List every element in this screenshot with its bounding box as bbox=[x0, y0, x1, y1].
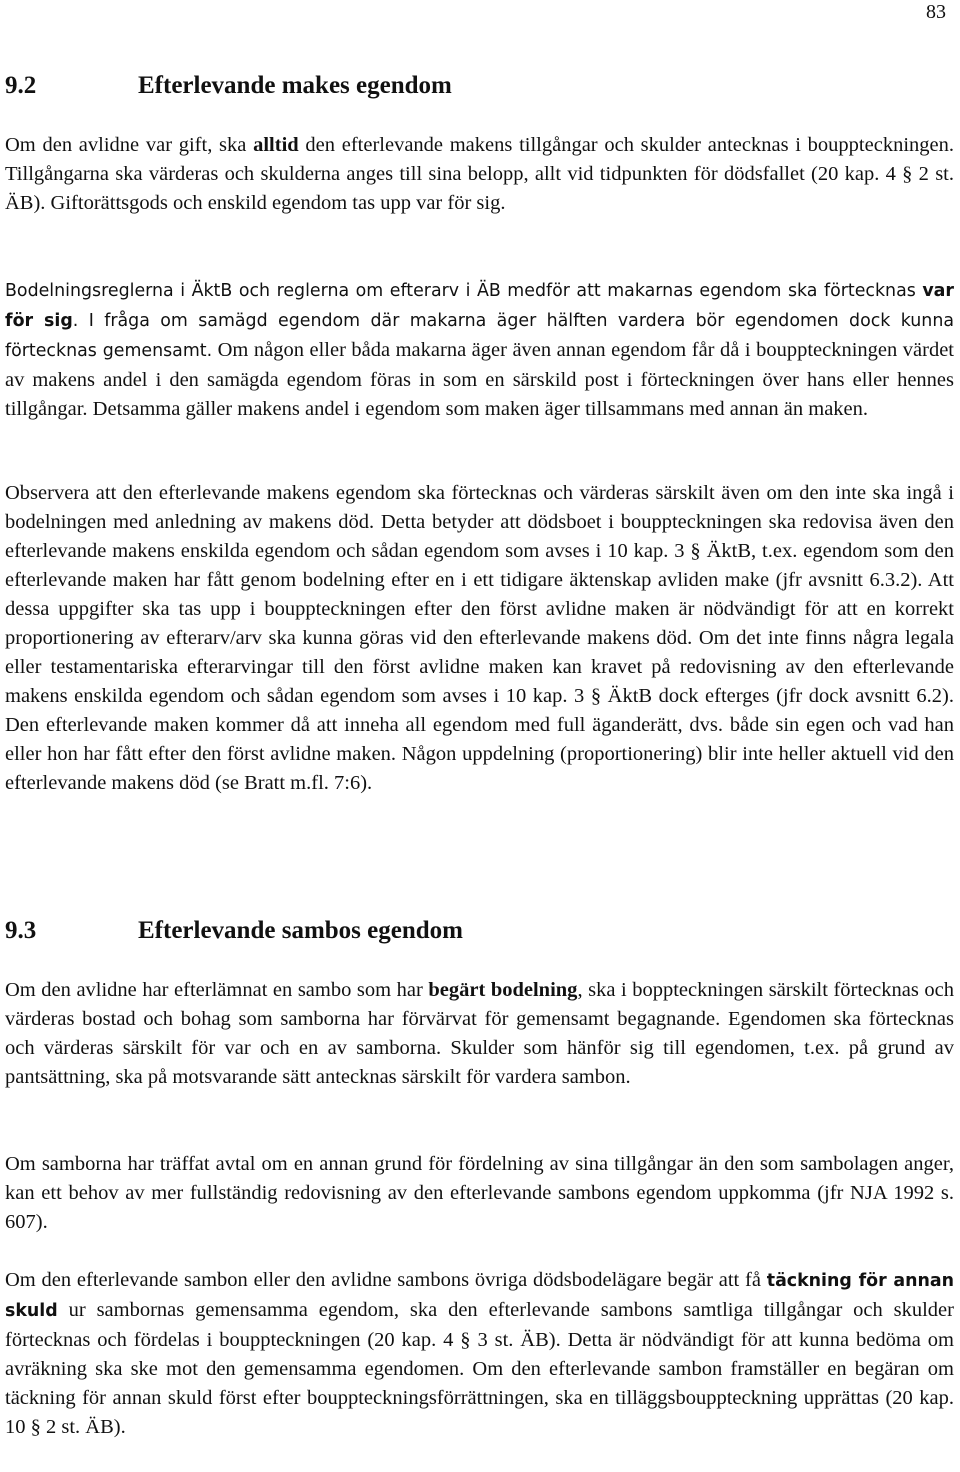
section-title: Efterlevande sambos egendom bbox=[138, 917, 463, 944]
text-run: . I fråga om samägd egendom där makarna äger hälften vardera bör egendomen dock kunna förtecknas gemensamt. bbox=[5, 311, 955, 361]
text-run: Om någon eller båda makarna äger även annan egendom får då i bouppteckningen värdet av makens andel i den samägda egendom föras in som en särskild post i förteckningen över hans eller hennes tillgångar. Detsamma gäller makens andel i egendom som maken äger tillsammans med annan än maken. bbox=[5, 339, 954, 420]
text-run: Bodelningsreglerna i ÄktB och reglerna om efterarv i ÄB medför att makarnas egendom ska förtecknas bbox=[5, 281, 923, 301]
bold-text: var för sig bbox=[5, 281, 954, 331]
paragraph-9-3-2: Om samborna har träffat avtal om en annan grund för fördelning av sina tillgångar än den som sambolagen anger, kan ett behov av mer fullständig redovisning av den efterlevande sambons egendom uppkomma (jfr NJA 1992 s. 607). bbox=[5, 1153, 954, 1233]
text-run: den efterlevande makens tillgångar och skulder antecknas i bouppteckningen. Tillgångarna ska värderas och skulderna anges till sina belopp, allt vid tidpunkten för dödsfallet (20 kap. 4 § 2 st. ÄB). Giftorättsgods och enskild egendom tas upp var för sig. bbox=[5, 134, 954, 214]
paragraph-9-3-1 bbox=[5, 976, 954, 1092]
text-run: Om den avlidne var gift, ska bbox=[5, 134, 254, 156]
paragraph-9-2-1 bbox=[5, 131, 954, 218]
bold-text: begärt bodelning bbox=[428, 979, 578, 1001]
paragraph-9-3-3 bbox=[5, 1266, 954, 1442]
page-number: 83 bbox=[926, 1, 946, 23]
section-number: 9.2 bbox=[5, 72, 37, 99]
section-title: Efterlevande makes egendom bbox=[138, 72, 452, 99]
bold-text: alltid bbox=[253, 134, 299, 156]
paragraph-9-2-2 bbox=[5, 276, 954, 424]
text-run: ur sambornas gemensamma egendom, ska den efterlevande sambons samtliga tillgångar och skulder förtecknas och fördelas i bouppteckningen (20 kap. 4 § 3 st. ÄB). Detta är nödvändigt för att kunna bedöma om avräkning ska ske mot den gemensamma egendomen. Om den efterlevande sambon framställer en begäran om täckning för annan skuld först efter bouppteckningsförrättningen, ska en tilläggsbouppteckning upprättas (20 kap. 10 § 2 st. ÄB). bbox=[5, 1299, 954, 1438]
text-run: , ska i boppteckningen särskilt förtecknas och värderas bostad och bohag som samborna har förvärvat för gemensamt begagnande. Egendomen ska förtecknas och värderas särskilt för var och en av samborna. Skulder som hänför sig till egendomen, t.ex. på grund av pantsättning, ska på motsvarande sätt antecknas särskilt för vardera sambon. bbox=[5, 979, 954, 1088]
text-run: Om den efterlevande sambon eller den avlidne sambons övriga dödsbodelägare begär att få bbox=[5, 1269, 767, 1291]
section-number: 9.3 bbox=[5, 917, 37, 944]
text-run: Om den avlidne har efterlämnat en sambo som har bbox=[5, 979, 429, 1001]
bold-text: täckning för annan skuld bbox=[5, 1271, 954, 1321]
section-heading-9-2 bbox=[5, 70, 452, 102]
paragraph-9-2-3: Observera att den efterlevande makens egendom ska förtecknas och värderas särskilt även om den inte ska ingå i bodelningen med anledning av makens död. Detta betyder att dödsboet i bouppteckningen ska redovisa även den efterlevande makens enskilda egendom och sådan egendom som avses i 10 kap. 3 § ÄktB, t.ex. egendom som den efterlevande maken har fått genom bodelning efter en i ett tidigare äktenskap avliden make (jfr avsnitt 6.3.2). Att dessa uppgifter ska tas upp i bouppteckningen efter den först avlidne maken är nödvändigt för att en korrekt proportionering av efterarv/arv ska kunna göras vid den efterlevande makens död. Om det inte finns några legala eller testamentariska efterarvingar till den först avlidne maken kan kravet på redovisning av den efterlevande makens enskilda egendom och sådan egendom som avses i 10 kap. 3 § ÄktB dock efterges (jfr dock avsnitt 6.2). Den efterlevande maken kommer då att inneha all egendom med full äganderätt, dvs. både sin egen och vad han eller hon har fått efter den först avlidne maken. Någon uppdelning (proportionering) blir inte heller aktuell vid den efterlevande makens död (se Bratt m.fl. 7:6). bbox=[5, 482, 954, 794]
section-heading-9-3 bbox=[5, 915, 463, 947]
